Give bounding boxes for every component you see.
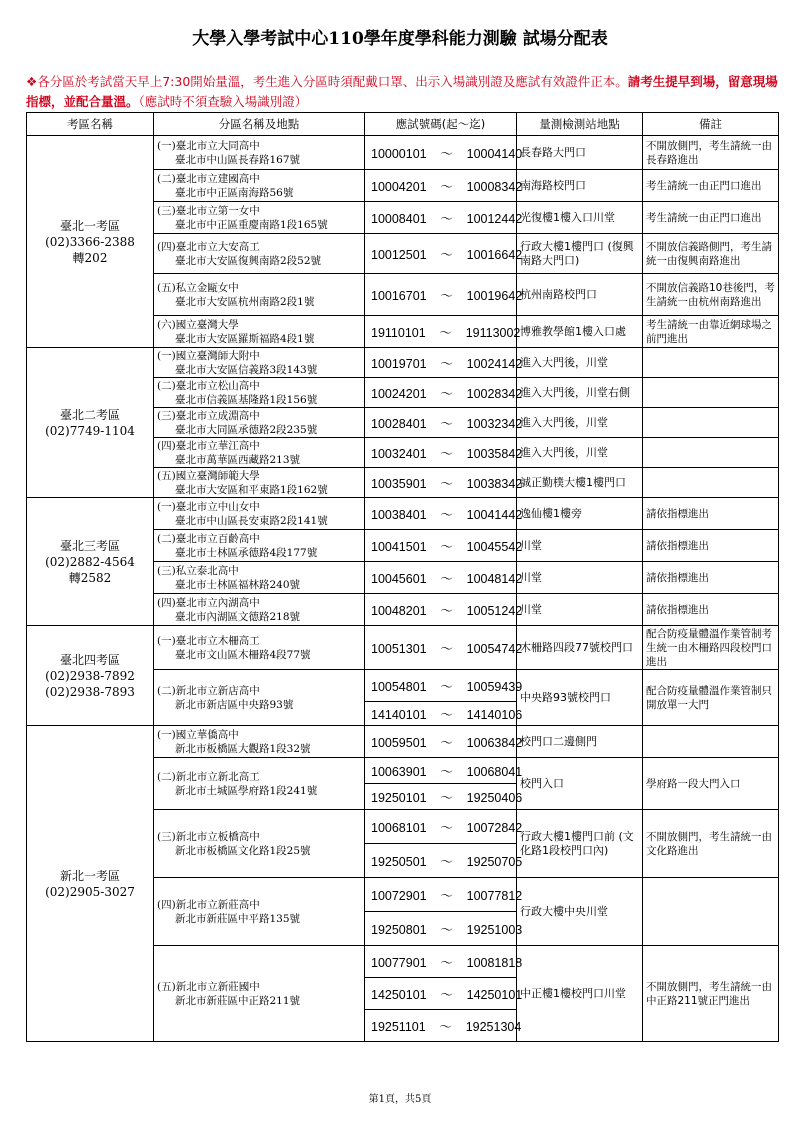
range-from: 19250101 [371, 790, 427, 805]
range-separator: ～ [440, 211, 453, 226]
header-range: 應試號碼(起～迄) [365, 113, 517, 136]
range-to: 19113002 [465, 325, 521, 340]
range-cell [365, 726, 523, 758]
range-to: 10028342 [466, 386, 523, 401]
region-ext: 轉202 [72, 250, 108, 265]
range-to: 10019642 [466, 288, 523, 303]
range-cell [365, 844, 523, 878]
school-address: 臺北市中正區南海路56號 [175, 186, 294, 199]
range-cell [365, 378, 523, 408]
school-address: 臺北市大安區羅斯福路4段1號 [175, 332, 315, 345]
site-cell [154, 878, 365, 946]
spot-cell: 誠正勤樸大樓1樓門口 [517, 468, 643, 498]
range-separator: ～ [440, 446, 453, 461]
region-phone: (02)2938-7892 [45, 668, 135, 683]
range-to: 10032342 [466, 416, 523, 431]
range-to: 19251003 [466, 922, 523, 937]
school-name: (一)臺北市立木柵高工 [157, 634, 260, 647]
range-separator: ～ [440, 922, 453, 937]
header-region: 考區名稱 [27, 113, 154, 136]
school-name: (一)國立華僑高中 [157, 728, 239, 741]
site-cell [154, 378, 365, 408]
site-cell [154, 670, 365, 726]
header-note: 備註 [643, 113, 779, 136]
range-from: 14140101 [371, 707, 427, 722]
school-address: 臺北市信義區基隆路1段156號 [175, 393, 318, 406]
range-from: 10072901 [371, 888, 427, 903]
spot-cell: 進入大門後，川堂右側 [517, 378, 643, 408]
note-cell [643, 348, 779, 378]
school-address: 新北市板橋區文化路1段25號 [175, 844, 311, 857]
site-cell [154, 810, 365, 878]
range-separator: ～ [440, 888, 453, 903]
region-ext: 轉2582 [68, 570, 112, 585]
range-separator: ～ [440, 416, 453, 431]
table-row [27, 136, 779, 170]
range-cell [365, 810, 523, 844]
range-from: 10077901 [371, 955, 427, 970]
note-cell: 考生請統一由正門口進出 [643, 170, 779, 202]
table-row [27, 726, 779, 758]
school-name: (一)國立臺灣師大附中 [157, 349, 260, 362]
site-cell [154, 946, 365, 1042]
spot-cell: 逸仙樓1樓旁 [517, 498, 643, 530]
range-to: 10008342 [466, 179, 523, 194]
region-cell [27, 498, 154, 626]
range-from: 19250801 [371, 922, 427, 937]
note-cell: 配合防疫量體溫作業管制考生統一由木柵路四段校門口進出 [643, 626, 779, 670]
region-name: 臺北二考區 [59, 407, 120, 422]
spot-cell: 中正樓1樓校門口川堂 [517, 946, 643, 1042]
range-from: 10048201 [371, 603, 427, 618]
range-from: 10000101 [371, 146, 427, 161]
range-to: 10038342 [466, 476, 523, 491]
site-cell [154, 408, 365, 438]
table-header-row [27, 113, 779, 136]
site-cell [154, 530, 365, 562]
region-cell [27, 348, 154, 498]
range-to: 14140106 [466, 707, 523, 722]
region-phone: (02)2905-3027 [45, 884, 135, 899]
range-to: 10024142 [466, 356, 523, 371]
range-from: 10012501 [371, 247, 427, 262]
site-cell [154, 468, 365, 498]
range-from: 10063901 [371, 764, 427, 779]
range-cell [365, 468, 523, 498]
range-separator: ～ [440, 679, 453, 694]
school-name: (二)新北市立新北高工 [157, 770, 260, 783]
range-to: 10016642 [466, 247, 523, 262]
range-cell [365, 438, 523, 468]
school-address: 臺北市大安區和平東路1段162號 [175, 483, 328, 496]
range-to: 19250705 [466, 854, 523, 869]
range-cell [365, 978, 523, 1010]
range-separator: ～ [440, 854, 453, 869]
site-cell [154, 316, 365, 348]
school-name: (二)臺北市立百齡高中 [157, 532, 260, 545]
spot-cell: 行政大樓1樓門口前 (文化路1段校門口內) [517, 810, 643, 878]
notice-emphasis: 請考生提早到場，留意現場指標，並配合量溫。 [26, 74, 778, 109]
school-address: 臺北市大同區承德路2段235號 [175, 423, 318, 436]
page-title: 大學入學考試中心110學年度學科能力測驗 試場分配表 [192, 29, 608, 49]
spot-cell: 光復樓1樓入口川堂 [517, 202, 643, 234]
range-cell [365, 530, 523, 562]
range-cell [365, 562, 523, 594]
range-cell [365, 234, 523, 274]
range-from: 10035901 [371, 476, 427, 491]
school-name: (五)新北市立新莊國中 [157, 980, 260, 993]
school-name: (一)臺北市立中山女中 [157, 500, 260, 513]
range-separator: ～ [440, 476, 453, 491]
range-to: 10072842 [466, 820, 523, 835]
note-cell [643, 726, 779, 758]
range-cell [365, 912, 523, 946]
range-separator: ～ [440, 356, 453, 371]
region-name: 臺北三考區 [59, 538, 120, 553]
school-name: (二)新北市立新店高中 [157, 684, 260, 697]
note-cell: 不開放側門，考生請統一由文化路進出 [643, 810, 779, 878]
range-to: 10012442 [466, 211, 523, 226]
diamond-icon: ❖ [26, 74, 38, 89]
range-cell [365, 784, 523, 810]
note-cell: 不開放側門，考生請統一由中正路211號正門進出 [643, 946, 779, 1042]
range-from: 10051301 [371, 641, 427, 656]
note-cell [643, 438, 779, 468]
range-separator: ～ [440, 820, 453, 835]
school-address: 新北市新莊區中平路135號 [175, 912, 301, 925]
region-name: 臺北四考區 [59, 652, 120, 667]
range-from: 10008401 [371, 211, 427, 226]
range-cell [365, 670, 523, 702]
school-address: 臺北市中山區長安東路2段141號 [175, 514, 328, 527]
region-phone: (02)3366-2388 [45, 234, 135, 249]
note-cell: 考生請統一由正門口進出 [643, 202, 779, 234]
site-cell [154, 758, 365, 810]
range-from: 10045601 [371, 571, 427, 586]
school-address: 臺北市萬華區西藏路213號 [175, 453, 301, 466]
site-cell [154, 626, 365, 670]
school-address: 臺北市大安區杭州南路2段1號 [175, 295, 315, 308]
spot-cell: 校門入口 [517, 758, 643, 810]
range-from: 10019701 [371, 356, 427, 371]
school-address: 臺北市大安區信義路3段143號 [175, 363, 318, 376]
range-from: 10004201 [371, 179, 427, 194]
range-separator: ～ [440, 735, 453, 750]
range-separator: ～ [440, 539, 453, 554]
range-cell [365, 878, 523, 912]
spot-cell: 南海路校門口 [517, 170, 643, 202]
school-address: 新北市板橋區大觀路1段32號 [175, 742, 311, 755]
header-site: 分區名稱及地點 [154, 113, 365, 136]
school-address: 新北市新店區中央路93號 [175, 698, 294, 711]
range-from: 10016701 [371, 288, 427, 303]
note-cell: 請依指標進出 [643, 498, 779, 530]
note-cell: 學府路一段大門入口 [643, 758, 779, 810]
spot-cell: 木柵路四段77號校門口 [517, 626, 643, 670]
school-name: (四)新北市立新莊高中 [157, 898, 260, 911]
range-from: 19250501 [371, 854, 427, 869]
school-name: (五)國立臺灣師範大學 [157, 469, 260, 482]
range-from: 14250101 [371, 987, 427, 1002]
range-from: 19251101 [371, 1019, 426, 1034]
school-name: (三)新北市立板橋高中 [157, 830, 260, 843]
school-name: (二)臺北市立建國高中 [157, 172, 260, 185]
note-cell: 配合防疫量體溫作業管制只開放單一大門 [643, 670, 779, 726]
range-cell [365, 136, 523, 170]
range-cell [365, 626, 523, 670]
region-cell [27, 726, 154, 1042]
note-cell [643, 408, 779, 438]
range-from: 10068101 [371, 820, 427, 835]
range-cell [365, 202, 523, 234]
range-to: 19250406 [466, 790, 523, 805]
range-to: 10045542 [466, 539, 523, 554]
range-separator: ～ [440, 571, 453, 586]
spot-cell: 行政大樓中央川堂 [517, 878, 643, 946]
note-cell [643, 378, 779, 408]
allocation-table [26, 112, 779, 1042]
site-cell [154, 274, 365, 316]
range-cell [365, 498, 523, 530]
school-name: (五)私立金甌女中 [157, 281, 239, 294]
table-row [27, 498, 779, 530]
note-cell: 考生請統一由靠近網球場之前門進出 [643, 316, 779, 348]
range-to: 14250101 [466, 987, 523, 1002]
range-cell [365, 316, 521, 348]
spot-cell: 博雅教學館1樓入口處 [517, 316, 643, 348]
table-row [27, 348, 779, 378]
range-cell [365, 702, 523, 726]
school-name: (三)臺北市立第一女中 [157, 204, 260, 217]
notice-tail: （應試時不須查驗入場識別證） [138, 94, 308, 109]
range-from: 10024201 [371, 386, 427, 401]
spot-cell: 川堂 [517, 530, 643, 562]
spot-cell: 中央路93號校門口 [517, 670, 643, 726]
range-to: 10004140 [466, 146, 523, 161]
school-name: (一)臺北市立大同高中 [157, 139, 260, 152]
page-footer: 第1頁，共5頁 [368, 1094, 432, 1105]
note-cell: 不開放信義路側門，考生請統一由復興南路進出 [643, 234, 779, 274]
table-body [27, 136, 779, 1042]
school-name: (四)臺北市立大安高工 [157, 240, 260, 253]
range-to: 10054742 [466, 641, 523, 656]
range-to: 10059439 [466, 679, 523, 694]
range-from: 10032401 [371, 446, 427, 461]
school-address: 臺北市中正區重慶南路1段165號 [175, 218, 328, 231]
school-name: (三)私立泰北高中 [157, 564, 239, 577]
spot-cell: 長春路大門口 [517, 136, 643, 170]
range-separator: ～ [440, 386, 453, 401]
site-cell [154, 234, 365, 274]
notice [26, 72, 778, 112]
range-cell [365, 408, 523, 438]
school-address: 新北市土城區學府路1段241號 [175, 784, 318, 797]
school-address: 新北市新莊區中正路211號 [175, 994, 301, 1007]
range-cell [365, 594, 523, 626]
range-to: 10048142 [466, 571, 523, 586]
range-separator: ～ [440, 790, 453, 805]
note-cell: 不開放側門，考生請統一由長春路進出 [643, 136, 779, 170]
range-separator: ～ [440, 707, 453, 722]
note-cell [643, 878, 779, 946]
school-name: (六)國立臺灣大學 [157, 318, 239, 331]
range-from: 10054801 [371, 679, 427, 694]
range-from: 10028401 [371, 416, 427, 431]
range-cell [365, 274, 523, 316]
range-to: 10077812 [466, 888, 523, 903]
range-cell [365, 758, 523, 784]
note-cell: 請依指標進出 [643, 530, 779, 562]
range-to: 10041442 [466, 507, 523, 522]
range-to: 10051242 [466, 603, 523, 618]
range-to: 10035842 [466, 446, 523, 461]
range-separator: ～ [440, 764, 453, 779]
range-separator: ～ [440, 955, 453, 970]
range-to: 10068041 [466, 764, 523, 779]
school-address: 臺北市大安區復興南路2段52號 [175, 254, 322, 267]
range-cell [365, 1010, 522, 1042]
note-cell: 請依指標進出 [643, 562, 779, 594]
range-separator: ～ [440, 146, 453, 161]
range-separator: ～ [439, 325, 452, 340]
region-name: 臺北一考區 [59, 218, 120, 233]
site-cell [154, 170, 365, 202]
range-separator: ～ [440, 987, 453, 1002]
school-name: (四)臺北市立內湖高中 [157, 596, 260, 609]
site-cell [154, 726, 365, 758]
region-cell [27, 136, 154, 348]
school-name: (三)臺北市立成淵高中 [157, 409, 260, 422]
spot-cell: 川堂 [517, 594, 643, 626]
site-cell [154, 136, 365, 170]
spot-cell: 進入大門後，川堂 [517, 348, 643, 378]
range-cell [365, 348, 523, 378]
school-address: 臺北市士林區承德路4段177號 [175, 546, 318, 559]
range-cell [365, 170, 523, 202]
range-separator: ～ [439, 1019, 452, 1034]
range-separator: ～ [440, 507, 453, 522]
range-cell [365, 946, 523, 978]
note-cell: 請依指標進出 [643, 594, 779, 626]
site-cell [154, 438, 365, 468]
spot-cell: 進入大門後，川堂 [517, 408, 643, 438]
region-ext: (02)2938-7893 [45, 684, 135, 699]
range-separator: ～ [440, 603, 453, 618]
range-separator: ～ [440, 288, 453, 303]
notice-text: 各分區於考試當天早上7:30開始量溫，考生進入分區時須配戴口罩、出示入場識別證及應試有效證件正本。 [37, 74, 628, 89]
school-address: 臺北市文山區木柵路4段77號 [175, 648, 311, 661]
spot-cell: 行政大樓1樓門口 (復興南路大門口) [517, 234, 643, 274]
region-cell [27, 626, 154, 726]
range-separator: ～ [440, 247, 453, 262]
region-phone: (02)2882-4564 [45, 554, 135, 569]
note-cell: 不開放信義路10巷後門，考生請統一由杭州南路進出 [643, 274, 779, 316]
range-from: 10059501 [371, 735, 427, 750]
site-cell [154, 562, 365, 594]
school-address: 臺北市士林區福林路240號 [175, 578, 301, 591]
range-from: 10038401 [371, 507, 427, 522]
range-separator: ～ [440, 641, 453, 656]
spot-cell: 進入大門後，川堂 [517, 438, 643, 468]
range-to: 10063842 [466, 735, 523, 750]
range-from: 10041501 [371, 539, 427, 554]
region-phone: (02)7749-1104 [45, 423, 135, 438]
spot-cell: 川堂 [517, 562, 643, 594]
site-cell [154, 202, 365, 234]
spot-cell: 校門口二邊側門 [517, 726, 643, 758]
site-cell [154, 498, 365, 530]
school-name: (四)臺北市立華江高中 [157, 439, 260, 452]
school-address: 臺北市內湖區文德路218號 [175, 610, 301, 623]
school-address: 臺北市中山區長春路167號 [175, 153, 301, 166]
table-row [27, 626, 779, 670]
header-spot: 量測檢測站地點 [517, 113, 643, 136]
range-from: 19110101 [371, 325, 426, 340]
range-to: 19251304 [465, 1019, 522, 1034]
range-separator: ～ [440, 179, 453, 194]
site-cell [154, 594, 365, 626]
school-name: (二)臺北市立松山高中 [157, 379, 260, 392]
region-name: 新北一考區 [59, 868, 120, 883]
spot-cell: 杭州南路校門口 [517, 274, 643, 316]
note-cell [643, 468, 779, 498]
range-to: 10081818 [466, 955, 523, 970]
site-cell [154, 348, 365, 378]
